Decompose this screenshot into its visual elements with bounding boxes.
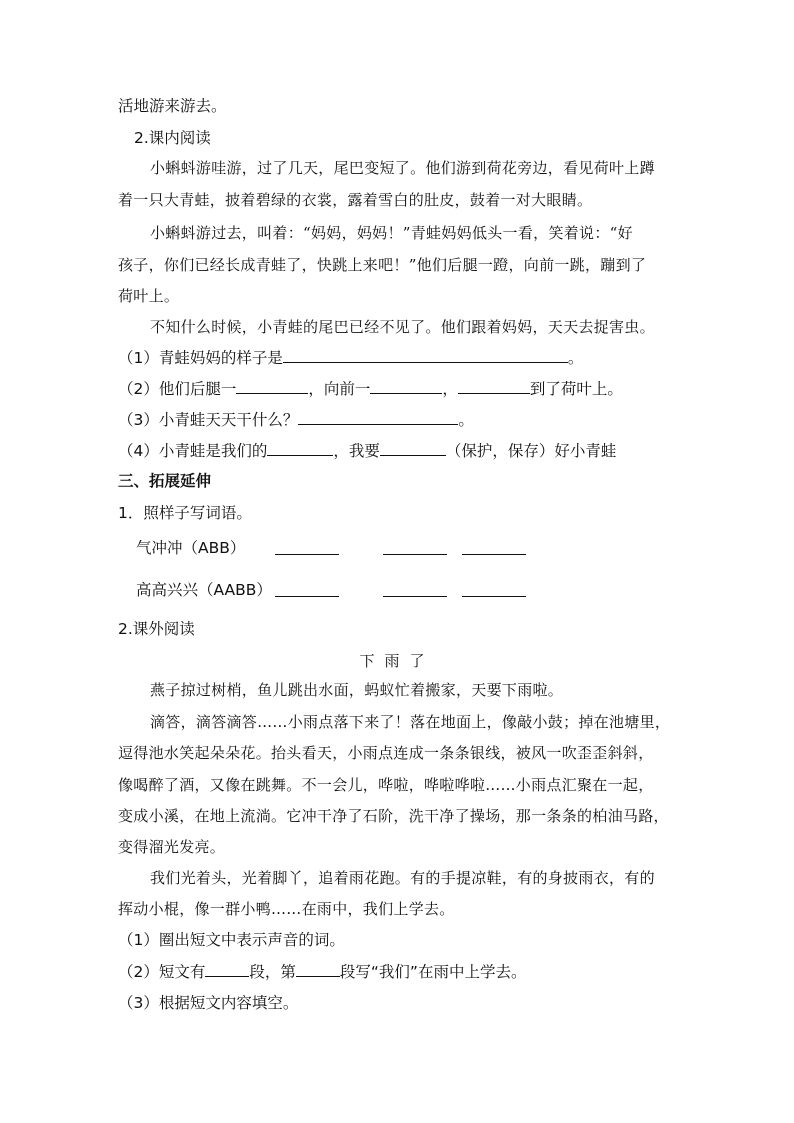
story-line: 挥动小棍，像一群小鸭……在雨中，我们上学去。 [118, 900, 455, 918]
continued-text: 活地游来游去。 [118, 97, 227, 115]
word-blank[interactable] [275, 554, 339, 555]
story-question-1 [118, 930, 345, 950]
passage-line: 着一只大青蛙，披着碧绿的衣裳，露着雪白的肚皮，鼓着一对大眼睛。 [118, 191, 593, 209]
question-text: 青蛙妈妈的样子是 [158, 349, 283, 367]
answer-blank[interactable] [283, 347, 568, 363]
question-1 [118, 347, 583, 368]
question-text: 小青蛙天天干什么？ [158, 411, 299, 429]
answer-blank[interactable] [267, 440, 333, 456]
question-text: 到了荷叶上。 [529, 380, 623, 398]
question-text: 圈出短文中表示声音的词。 [158, 931, 345, 949]
story-line: 我们光着头，光着脚丫，追着雨花跑。有的手提凉鞋，有的身披雨衣，有的 [150, 869, 655, 887]
question-text: 小青蛙是我们的 [158, 442, 268, 460]
question-number: （2） [118, 380, 159, 398]
question-text: ，我要 [333, 442, 380, 460]
story-question-2 [118, 961, 526, 982]
question-text: 段，第 [249, 963, 296, 981]
word-blank[interactable] [275, 596, 339, 597]
word-blank[interactable] [383, 596, 447, 597]
passage-line: 小蝌蚪游哇游，过了几天，尾巴变短了。他们游到荷花旁边，看见荷叶上蹲 [150, 159, 655, 177]
story-line: 逗得池水笑起朵朵花。抬头看天，小雨点连成一条条银线，被风一吹歪歪斜斜， [118, 744, 654, 762]
answer-blank[interactable] [298, 409, 458, 425]
story-question-3 [118, 993, 298, 1013]
story-line: 像喝醉了酒，又像在跳舞。不一会儿，哗啦，哗啦哗啦……小雨点汇聚在一起， [118, 776, 654, 794]
section-heading: 三、拓展延伸 [118, 472, 212, 490]
question-3 [118, 409, 474, 430]
question-end: 。 [458, 411, 474, 429]
passage-line: 小蝌蚪游过去，叫着：“妈妈，妈妈！”青蛙妈妈低头一看，笑着说：“好 [150, 224, 633, 242]
story-line: 变得溜光发亮。 [118, 838, 226, 856]
question-number: （1） [118, 931, 159, 949]
answer-blank[interactable] [458, 378, 530, 394]
question-number: （1） [118, 349, 159, 367]
question-text: 短文有 [158, 963, 206, 981]
question-end: 。 [567, 349, 584, 367]
question-2 [118, 378, 623, 399]
question-number: （4） [118, 442, 159, 460]
story-line: 燕子掠过树梢，鱼儿跳出水面，蚂蚁忙着搬家，天要下雨啦。 [150, 681, 564, 699]
item-2-label: 2.课外阅读 [118, 620, 195, 638]
answer-blank[interactable] [380, 440, 446, 456]
answer-blank[interactable] [205, 961, 249, 977]
example-abb: 气冲冲（ABB） [136, 539, 246, 557]
answer-blank[interactable] [370, 378, 442, 394]
answer-blank[interactable] [296, 961, 340, 977]
item-1-instruction: 1．照样子写词语。 [118, 504, 252, 522]
question-number: （3） [118, 994, 159, 1012]
section-label-in-class-reading: 2.课内阅读 [134, 129, 211, 147]
word-blank[interactable] [383, 554, 447, 555]
question-text: 根据短文内容填空。 [158, 994, 299, 1012]
question-4 [118, 440, 616, 461]
word-blank[interactable] [462, 554, 526, 555]
question-text: 段写“我们”在雨中上学去。 [339, 963, 527, 981]
story-line: 变成小溪，在地上流淌。它冲干净了石阶，洗干净了操场，那一条条的柏油马路， [118, 807, 669, 825]
word-blank[interactable] [462, 596, 526, 597]
question-text: （保护，保存）好小青蛙 [445, 442, 617, 460]
passage-line: 荷叶上。 [118, 287, 180, 305]
question-text: ，向前一 [308, 380, 371, 398]
answer-blank[interactable] [236, 378, 308, 394]
example-aabb: 高高兴兴（AABB） [136, 581, 272, 599]
passage-line: 孩子，你们已经长成青蛙了，快跳上来吧！”他们后腿一蹬，向前一跳，蹦到了 [118, 256, 647, 274]
question-number: （2） [118, 963, 159, 981]
passage-line: 不知什么时候，小青蛙的尾巴已经不见了。他们跟着妈妈，天天去捉害虫。 [150, 318, 655, 336]
story-line: 滴答，滴答滴答……小雨点落下来了！落在地面上，像敲小鼓；掉在池塘里， [150, 713, 671, 731]
question-number: （3） [118, 411, 159, 429]
question-text: 他们后腿一 [158, 380, 237, 398]
question-text: ， [442, 380, 458, 398]
story-title: 下雨了 [359, 652, 435, 670]
